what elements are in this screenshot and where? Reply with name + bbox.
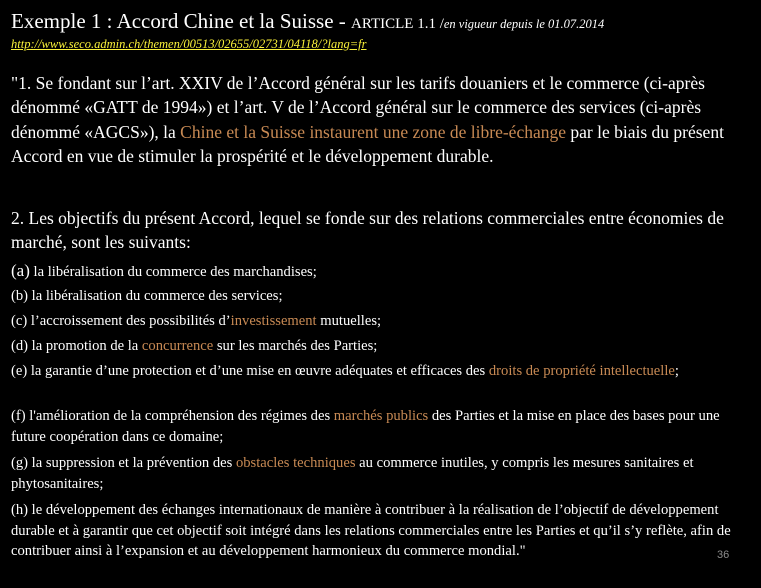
item-label: (c) (11, 313, 28, 329)
item-label: (h) (11, 502, 29, 518)
item-text: l'amélioration de la compréhension des régimes des (25, 408, 334, 424)
item-text: la garantie d’une protection et d’une mise en œuvre adéquates et efficaces des (27, 363, 489, 379)
item-text-end: ; (674, 363, 679, 379)
item-text-end: des Parties et la mise en place des bases pour une future coopération dans ce domaine; (11, 408, 720, 445)
item-text-end: mutuelles; (316, 313, 382, 329)
item-highlight: droits de propriété intellectuelle (488, 363, 675, 379)
paragraph-2: 2. Les objectifs du présent Accord, lequel se fonde sur des relations commerciales entre économies de marché, sont les suivants: (11, 208, 724, 252)
item-text: l’accroissement des possibilités d’ (27, 313, 231, 329)
item-highlight: concurrence (141, 338, 214, 354)
item-label: (b) (11, 288, 29, 304)
list-item (11, 336, 756, 357)
paragraph-1-highlight: Chine et la Suisse instaurent une zone de libre-échange (180, 121, 566, 142)
list-item (11, 311, 756, 332)
list-item (11, 286, 756, 307)
item-label: (d) (11, 338, 29, 354)
item-text-end: sur les marchés des Parties; (213, 338, 378, 354)
list-item (11, 500, 756, 562)
list-item (11, 361, 756, 382)
paragraph-1-text: "1. Se fondant sur l’art. XXIV de l’Accord général sur les tarifs douaniers et le commerce (ci-après dénommé «GATT de 1994») et l’art. V de l’Accord général sur le commerce des services (ci-après dénommé «AGCS»), la (11, 73, 705, 142)
slide-title (11, 9, 756, 36)
item-text-end: au commerce inutiles, y compris les mesures sanitaires et phytosanitaires; (11, 455, 694, 492)
paragraph-1-text-end: par le biais du présent Accord en vue de stimuler la prospérité et le développement durable. (11, 121, 724, 167)
item-highlight: obstacles techniques (235, 455, 356, 471)
item-label: (e) (11, 363, 28, 379)
page-number: 36 (717, 549, 730, 561)
item-text: la suppression et la prévention des (28, 455, 236, 471)
item-label: (a) (11, 261, 30, 280)
item-text: la promotion de la (28, 338, 142, 354)
item-text: le développement des échanges internationaux de manière à contribuer à la réalisation de l’objectif de développement durable et à garantir que cet objectif soit intégré dans les relations commerciales entre les Parties et qu’il s’y reflète, afin de contribuer ainsi à l’expansion et au développement harmonieux du commerce mondial." (11, 502, 731, 559)
title-article: ARTICLE 1.1 / (351, 16, 444, 32)
title-validity: en vigueur depuis le 01.07.2014 (443, 17, 605, 31)
item-text: la libéralisation du commerce des marchandises; (29, 264, 317, 280)
item-highlight: marchés publics (333, 408, 429, 424)
list-item (11, 406, 756, 447)
list-item (11, 261, 756, 283)
item-label: (g) (11, 455, 29, 471)
paragraph-1 (11, 71, 756, 169)
list-item (11, 453, 756, 494)
item-text: la libéralisation du commerce des services; (28, 288, 283, 304)
item-highlight: investissement (230, 313, 317, 329)
title-main: Exemple 1 : Accord Chine et la Suisse - (11, 9, 352, 33)
item-label: (f) (11, 408, 26, 424)
source-link[interactable]: http://www.seco.admin.ch/themen/00513/02655/02731/04118/?lang=fr (11, 37, 367, 51)
